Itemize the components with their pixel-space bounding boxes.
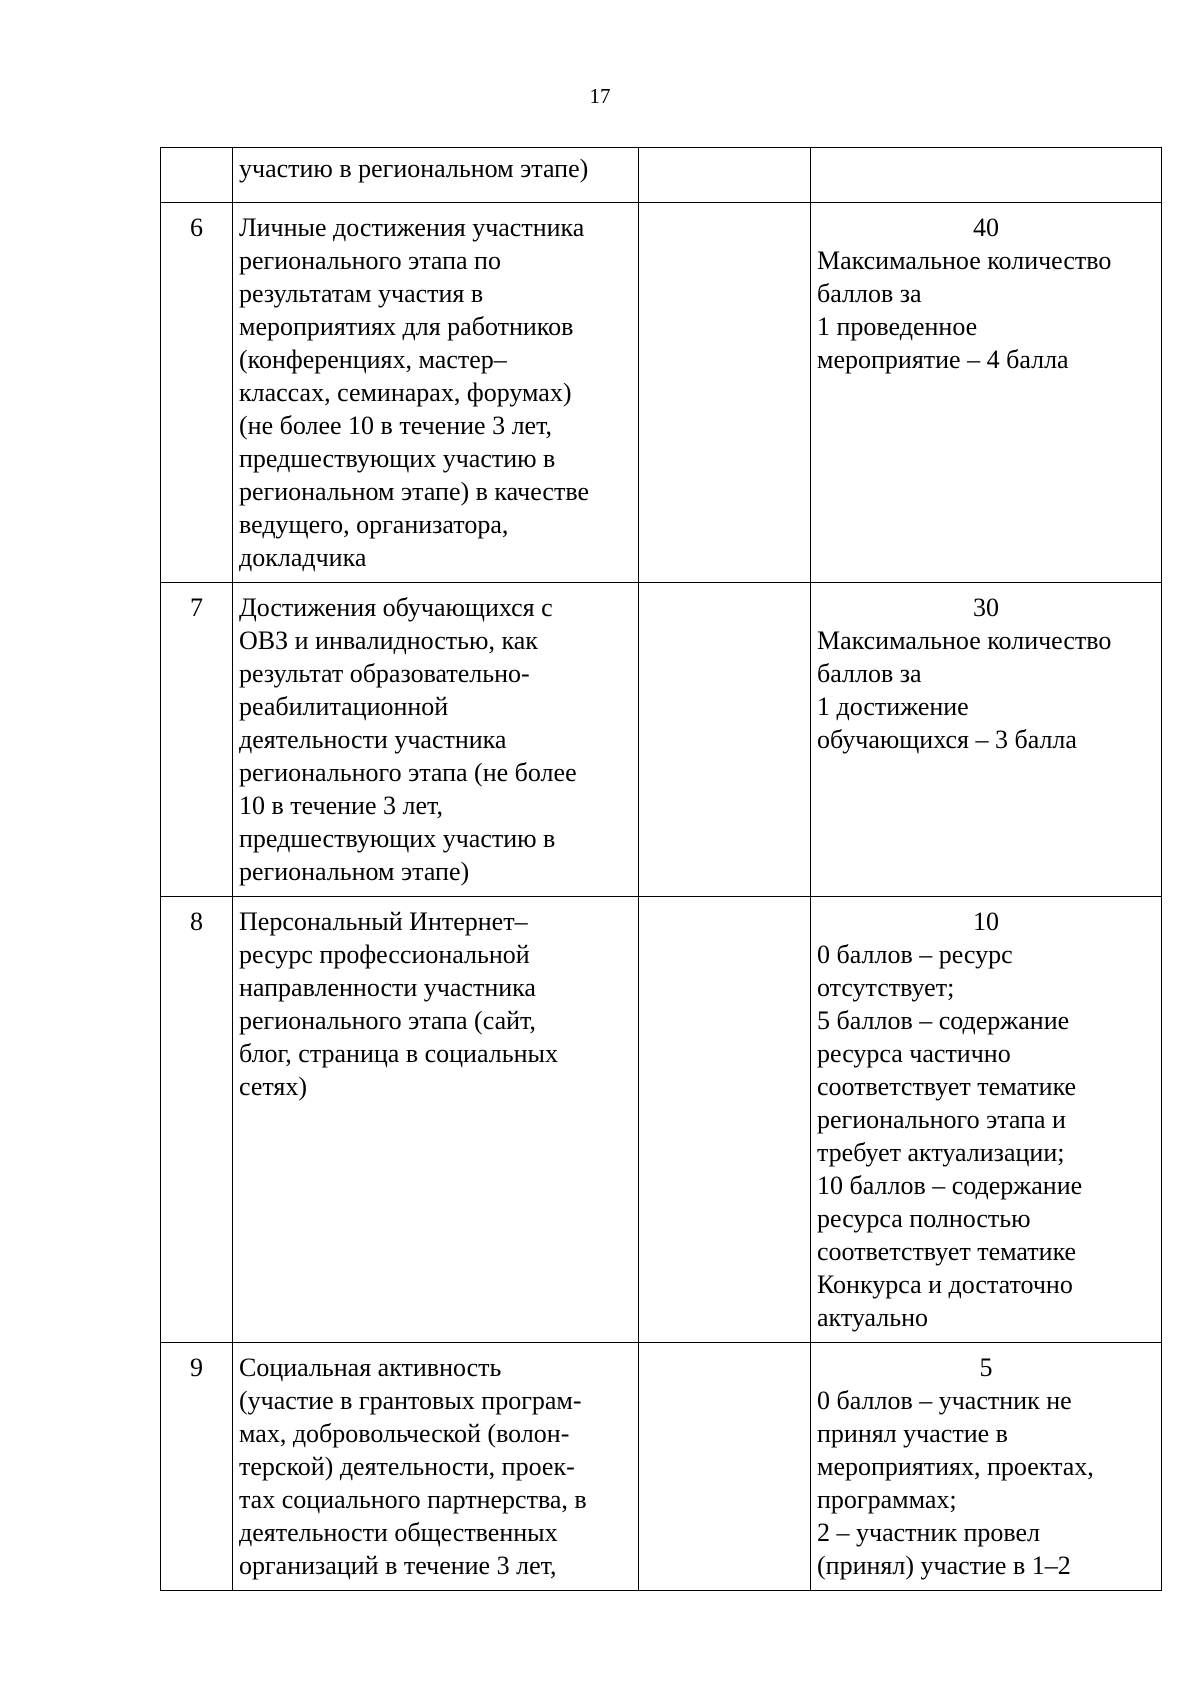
score-description-line: отсутствует; bbox=[817, 973, 955, 1002]
criteria-table-body bbox=[161, 148, 1162, 1591]
page-number: 17 bbox=[589, 84, 611, 108]
criterion-score bbox=[811, 1343, 1162, 1591]
score-description-line: 0 баллов – участник не bbox=[817, 1386, 1072, 1415]
criterion-name-line: тах социального партнерства, в bbox=[239, 1485, 587, 1514]
score-description-line: мероприятие – 4 балла bbox=[817, 345, 1069, 374]
criterion-score bbox=[811, 203, 1162, 583]
score-description-line: принял участие в bbox=[817, 1419, 1008, 1448]
criterion-name-line: деятельности общественных bbox=[239, 1518, 558, 1547]
criterion-name-line: региональном этапе) bbox=[239, 857, 470, 886]
criterion-name-line: деятельности участника bbox=[239, 725, 507, 754]
criterion-name-line: регионального этапа (не более bbox=[239, 758, 577, 787]
score-description-line: 2 – участник провел bbox=[817, 1518, 1041, 1547]
table-row bbox=[161, 203, 1162, 583]
criterion-score bbox=[811, 148, 1162, 203]
criterion-name bbox=[233, 1343, 639, 1591]
score-description-line: 0 баллов – ресурс bbox=[817, 940, 1013, 969]
empty-cell bbox=[639, 203, 811, 583]
criterion-name-line: 10 в течение 3 лет, bbox=[239, 791, 443, 820]
criteria-table bbox=[160, 147, 1162, 1591]
criterion-name-line: (участие в грантовых програм- bbox=[239, 1386, 582, 1415]
criterion-name-line: блог, страница в социальных bbox=[239, 1039, 558, 1068]
criterion-name-line: направленности участника bbox=[239, 973, 536, 1002]
criterion-name bbox=[233, 148, 639, 203]
criterion-name-line: мах, добровольческой (волон- bbox=[239, 1419, 570, 1448]
max-score-value: 5 bbox=[979, 1353, 993, 1382]
score-description-line: Конкурса и достаточно bbox=[817, 1270, 1073, 1299]
criterion-number: 7 bbox=[161, 583, 233, 897]
criterion-name bbox=[233, 583, 639, 897]
criterion-number: 8 bbox=[161, 897, 233, 1343]
empty-cell bbox=[639, 583, 811, 897]
criterion-number bbox=[161, 148, 233, 203]
empty-cell bbox=[639, 1343, 811, 1591]
criterion-name-line: предшествующих участию в bbox=[239, 444, 556, 473]
criterion-name-line: (не более 10 в течение 3 лет, bbox=[239, 411, 552, 440]
table-row bbox=[161, 897, 1162, 1343]
criterion-name-line: участию в региональном этапе) bbox=[239, 154, 589, 183]
score-description-line: регионального этапа и bbox=[817, 1105, 1066, 1134]
max-score-value: 10 bbox=[973, 907, 999, 936]
criterion-name-line: терской) деятельности, проек- bbox=[239, 1452, 575, 1481]
criterion-name-line: результатам участия в bbox=[239, 279, 484, 308]
score-description-line: соответствует тематике bbox=[817, 1072, 1077, 1101]
score-description-line: ресурса полностью bbox=[817, 1204, 1031, 1233]
empty-cell bbox=[639, 897, 811, 1343]
score-description-line: ресурса частично bbox=[817, 1039, 1011, 1068]
table-row bbox=[161, 583, 1162, 897]
criterion-name-line: региональном этапе) в качестве bbox=[239, 477, 589, 506]
criterion-number: 9 bbox=[161, 1343, 233, 1591]
criterion-name-line: организаций в течение 3 лет, bbox=[239, 1551, 557, 1580]
criterion-name bbox=[233, 897, 639, 1343]
max-score-value: 30 bbox=[973, 593, 999, 622]
criterion-score bbox=[811, 897, 1162, 1343]
criterion-name-line: ОВЗ и инвалидностью, как bbox=[239, 626, 538, 655]
score-description-line: требует актуализации; bbox=[817, 1138, 1065, 1167]
score-description-line: программах; bbox=[817, 1485, 957, 1514]
criterion-name-line: реабилитационной bbox=[239, 692, 449, 721]
criterion-name-line: сетях) bbox=[239, 1072, 308, 1101]
criterion-name-line: Достижения обучающихся с bbox=[239, 593, 553, 622]
score-description-line: обучающихся – 3 балла bbox=[817, 725, 1077, 754]
criterion-name-line: регионального этапа (сайт, bbox=[239, 1006, 536, 1035]
empty-cell bbox=[639, 148, 811, 203]
score-description-line: 5 баллов – содержание bbox=[817, 1006, 1070, 1035]
score-description-line: (принял) участие в 1–2 bbox=[817, 1551, 1071, 1580]
criterion-name-line: регионального этапа по bbox=[239, 246, 501, 275]
score-description-line: Максимальное количество bbox=[817, 246, 1112, 275]
score-description-line: мероприятиях, проектах, bbox=[817, 1452, 1094, 1481]
criterion-name-line: (конференциях, мастер– bbox=[239, 345, 507, 374]
criterion-name-line: ресурс профессиональной bbox=[239, 940, 530, 969]
score-description-line: 1 достижение bbox=[817, 692, 969, 721]
table-row bbox=[161, 1343, 1162, 1591]
criterion-name-line: Социальная активность bbox=[239, 1353, 502, 1382]
criterion-name-line: Персональный Интернет– bbox=[239, 907, 528, 936]
score-description-line: Максимальное количество bbox=[817, 626, 1112, 655]
score-description-line: 10 баллов – содержание bbox=[817, 1171, 1083, 1200]
score-description-line: 1 проведенное bbox=[817, 312, 978, 341]
criterion-name-line: мероприятиях для работников bbox=[239, 312, 574, 341]
criterion-name-line: ведущего, организатора, bbox=[239, 510, 509, 539]
criterion-score bbox=[811, 583, 1162, 897]
criterion-number: 6 bbox=[161, 203, 233, 583]
score-description-line: соответствует тематике bbox=[817, 1237, 1077, 1266]
table-row bbox=[161, 148, 1162, 203]
score-description-line: баллов за bbox=[817, 279, 922, 308]
criterion-name-line: предшествующих участию в bbox=[239, 824, 556, 853]
max-score-value: 40 bbox=[973, 213, 999, 242]
criterion-name-line: докладчика bbox=[239, 543, 367, 572]
criterion-name-line: классах, семинарах, форумах) bbox=[239, 378, 572, 407]
score-description-line: актуально bbox=[817, 1303, 929, 1332]
score-description-line: баллов за bbox=[817, 659, 922, 688]
criterion-name-line: Личные достижения участника bbox=[239, 213, 585, 242]
criterion-name-line: результат образовательно- bbox=[239, 659, 530, 688]
criterion-name bbox=[233, 203, 639, 583]
